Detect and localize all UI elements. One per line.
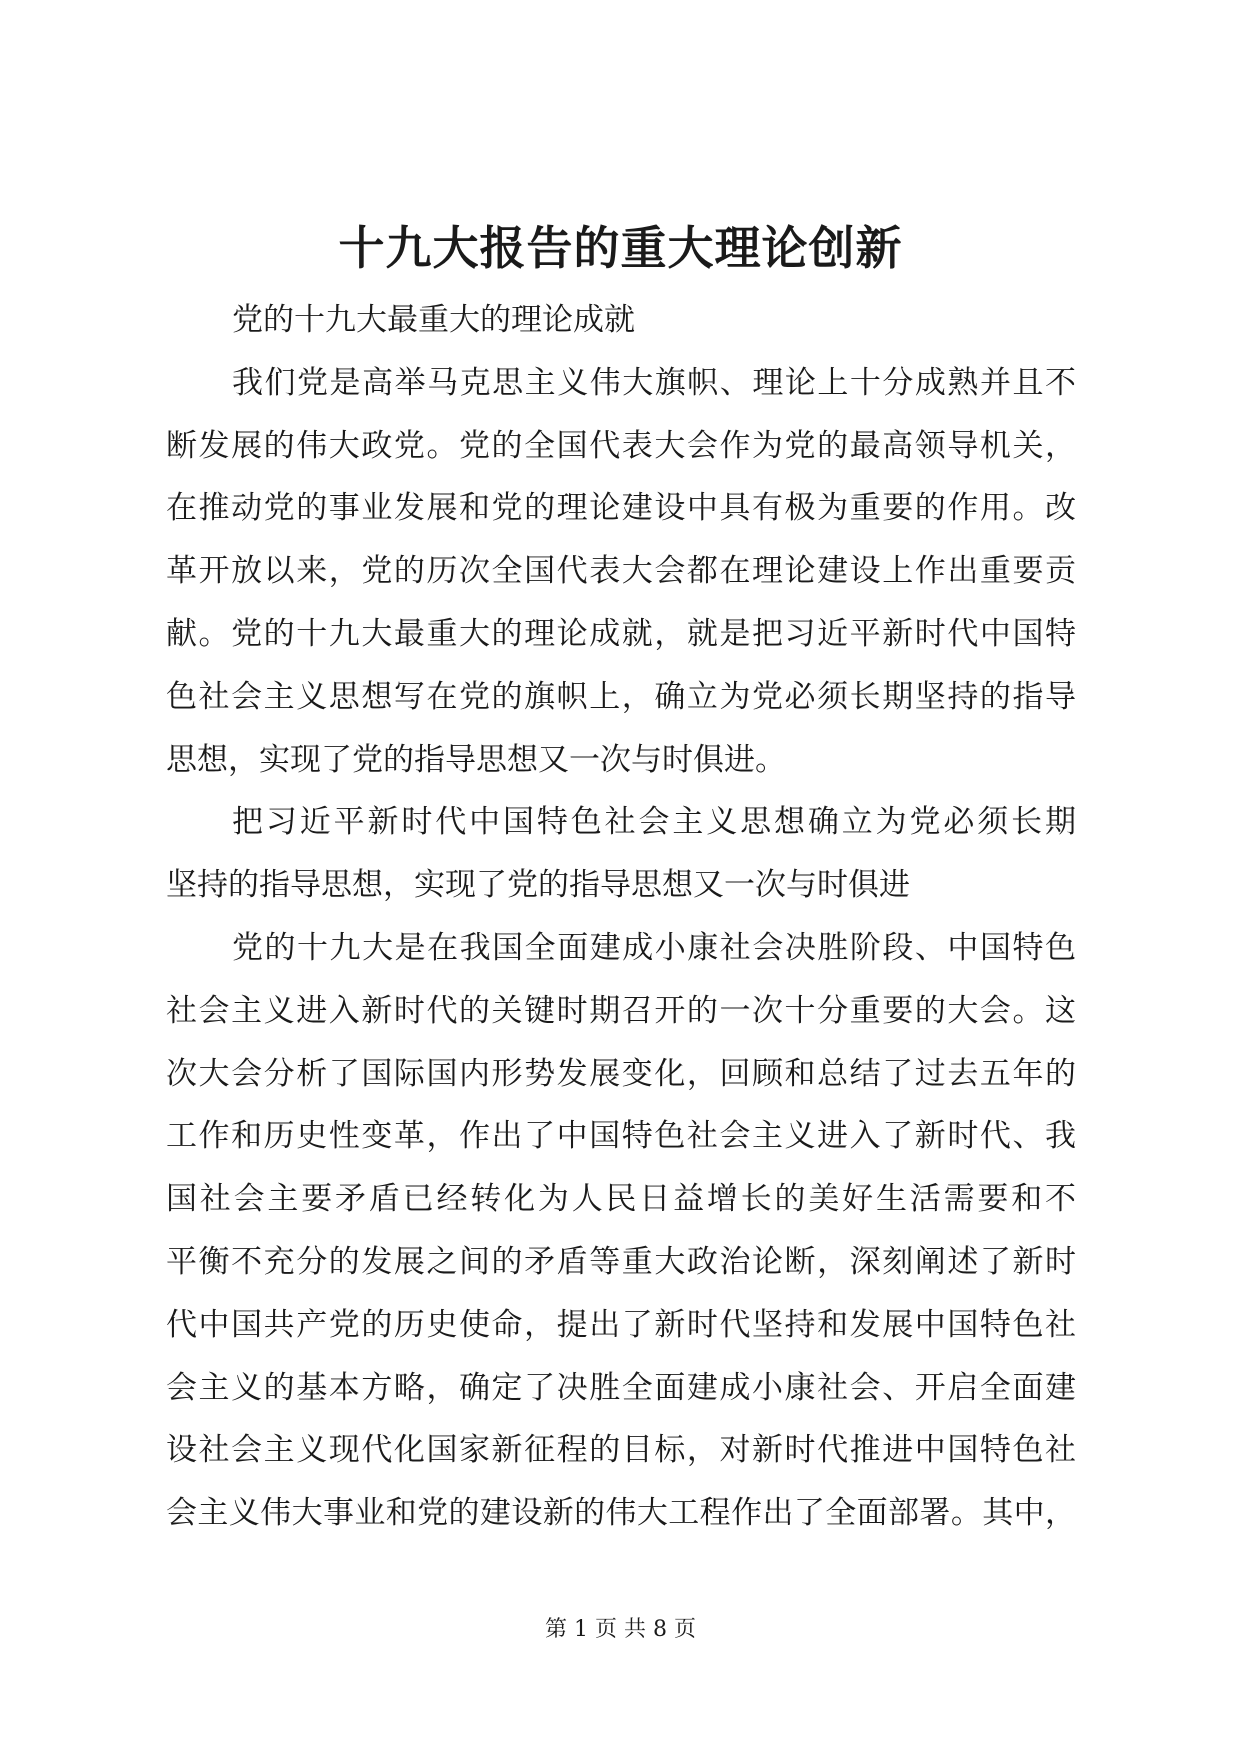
paragraph-line: 平衡不充分的发展之间的矛盾等重大政治论断，深刻阐述了新时: [166, 1243, 1076, 1280]
paragraph-line: 设社会主义现代化国家新征程的目标，对新时代推进中国特色社: [166, 1432, 1076, 1469]
page-title: 十九大报告的重大理论创新: [338, 221, 903, 275]
paragraph-line: 我们党是高举马克思主义伟大旗帜、理论上十分成熟并且不: [232, 364, 1076, 401]
paragraph-line: 工作和历史性变革，作出了中国特色社会主义进入了新时代、我: [166, 1118, 1076, 1155]
paragraph-heading: 党的十九大最重大的理论成就: [232, 302, 635, 338]
paragraph-line: 思想，实现了党的指导思想又一次与时俱进。: [166, 741, 786, 778]
paragraph-line: 断发展的伟大政党。党的全国代表大会作为党的最高领导机关，: [166, 427, 1076, 464]
paragraph-line: 革开放以来，党的历次全国代表大会都在理论建设上作出重要贡: [166, 553, 1076, 590]
page-number-footer: 第 1 页 共 8 页: [545, 1617, 696, 1642]
paragraph-line: 国社会主要矛盾已经转化为人民日益增长的美好生活需要和不: [166, 1181, 1076, 1218]
paragraph-line: 社会主义进入新时代的关键时期召开的一次十分重要的大会。这: [166, 992, 1076, 1029]
paragraph-line: 色社会主义思想写在党的旗帜上，确立为党必须长期坚持的指导: [166, 678, 1076, 715]
paragraph-line: 会主义伟大事业和党的建设新的伟大工程作出了全面部署。其中，: [166, 1495, 1076, 1532]
paragraph-line: 会主义的基本方略，确定了决胜全面建成小康社会、开启全面建: [166, 1369, 1076, 1406]
paragraph-line: 次大会分析了国际国内形势发展变化，回顾和总结了过去五年的: [166, 1055, 1076, 1092]
paragraph-line: 献。党的十九大最重大的理论成就，就是把习近平新时代中国特: [166, 615, 1076, 652]
document-body: [166, 289, 1076, 1545]
paragraph-subheading-line: 坚持的指导思想，实现了党的指导思想又一次与时俱进: [166, 867, 910, 904]
paragraph-line: 党的十九大是在我国全面建成小康社会决胜阶段、中国特色: [232, 929, 1076, 966]
paragraph-line: 在推动党的事业发展和党的理论建设中具有极为重要的作用。改: [166, 490, 1076, 527]
paragraph-subheading-line: 把习近平新时代中国特色社会主义思想确立为党必须长期: [232, 804, 1076, 841]
paragraph-line: 代中国共产党的历史使命，提出了新时代坚持和发展中国特色社: [166, 1306, 1076, 1343]
